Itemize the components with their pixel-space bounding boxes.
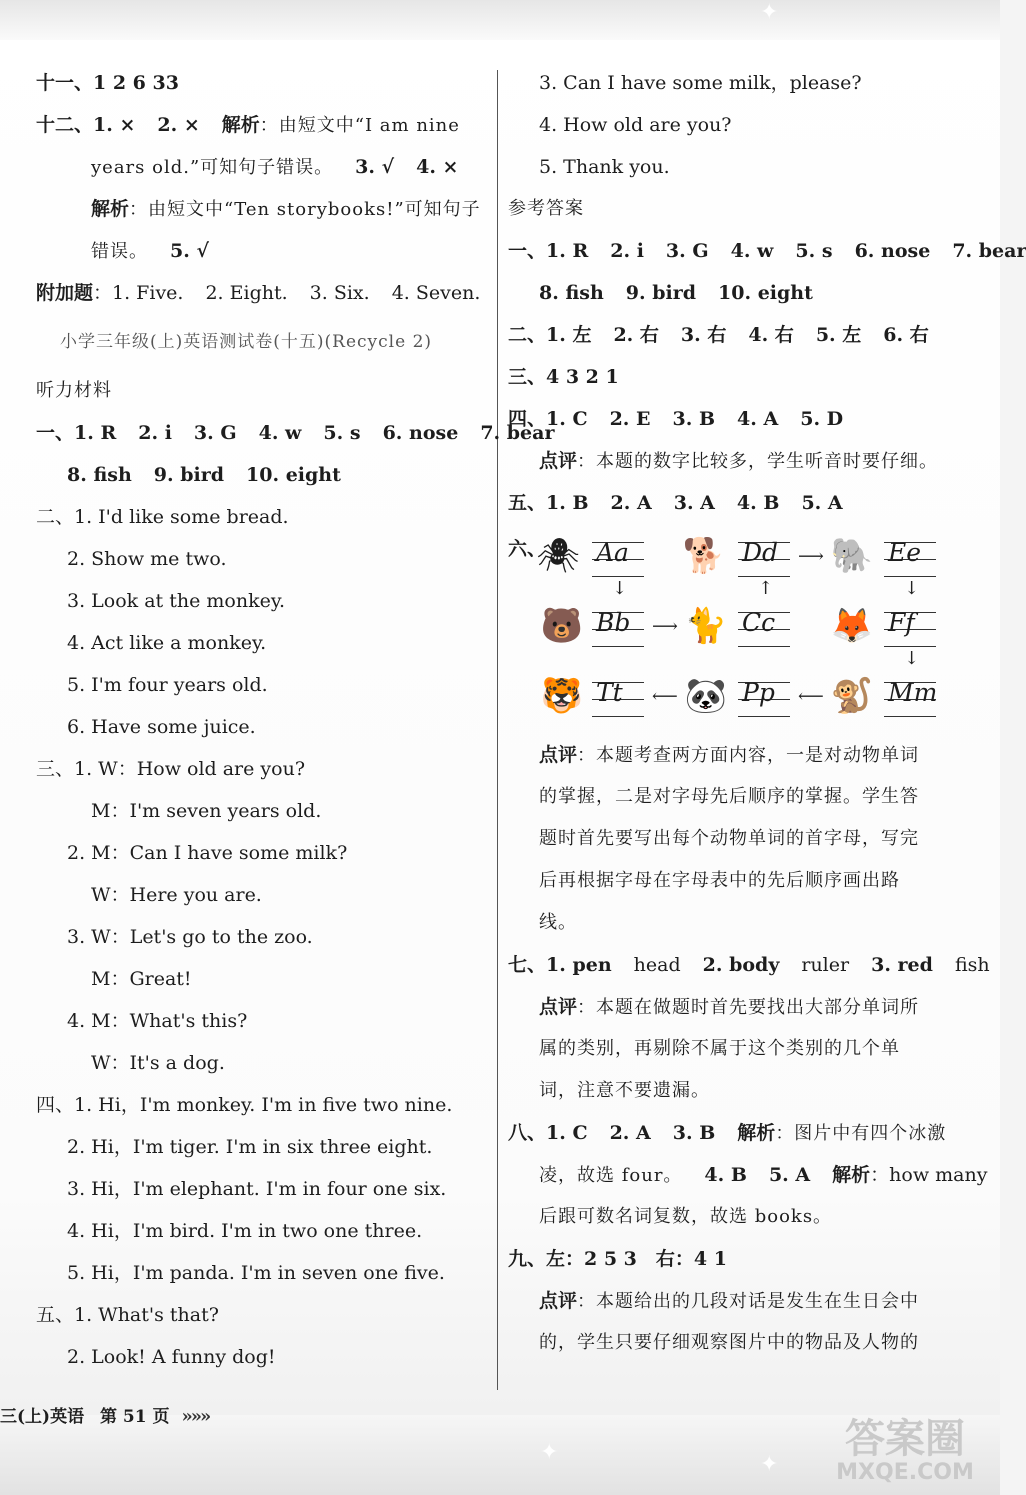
watermark-url: MXQE.COM — [836, 1460, 974, 1485]
answer-line: 九、左：2 5 3 右：4 1 — [508, 1248, 727, 1270]
dog-icon: 🐕 — [682, 536, 726, 576]
section-title: 小学三年级(上)英语测试卷(十五)(Recycle 2) — [60, 332, 433, 352]
transcript-line: 3. W：Let's go to the zoo. — [67, 926, 313, 948]
arrow-right-icon: ⟶ — [798, 546, 824, 567]
answer-line: 十一、1 2 6 33 — [36, 72, 179, 94]
transcript-line: 3. Can I have some milk，please? — [539, 72, 862, 94]
transcript-line: 4. M：What's this? — [67, 1010, 248, 1032]
answer-line: 后跟可数名词复数，故选 books。 — [539, 1206, 833, 1227]
answer-line: 十二、1. × 2. × 解析：由短文中“I am nine — [36, 114, 460, 136]
chevron-right-icon: »»» — [181, 1406, 210, 1427]
fox-icon: 🦊 — [830, 606, 874, 646]
letter-text: Cc — [742, 608, 776, 637]
transcript-line: 二、1. I'd like some bread. — [36, 506, 289, 528]
letter-route-diagram — [508, 524, 968, 734]
transcript-line: 2. M：Can I have some milk? — [67, 842, 348, 864]
answer-line: 8. fish 9. bird 10. eight — [67, 464, 341, 486]
footer-subject: 三(上)英语 — [0, 1407, 85, 1427]
sparkle-icon: ✦ — [760, 0, 779, 25]
letter-box-cc — [738, 608, 790, 646]
arrow-down-icon: ↓ — [904, 578, 920, 599]
letter-box-aa — [592, 538, 644, 576]
monkey-icon: 🐒 — [830, 676, 874, 716]
answer-line: 一、1. R 2. i 3. G 4. w 5. s 6. nose 7. bear — [36, 422, 555, 444]
letter-text: Aa — [596, 538, 629, 567]
subheading: 听力材料 — [36, 380, 112, 401]
transcript-line: W：It's a dog. — [91, 1052, 225, 1074]
comment-line: 点评：本题的数字比较多，学生听音时要仔细。 — [539, 450, 939, 472]
cat-icon: 🐈 — [684, 606, 728, 646]
transcript-line: 4. How old are you? — [539, 114, 732, 136]
comment-line: 题时首先要写出每个动物单词的首字母，写完 — [539, 828, 919, 849]
letter-box-ff — [884, 608, 936, 646]
arrow-down-icon: ↓ — [904, 648, 920, 669]
tiger-icon: 🐯 — [540, 676, 584, 716]
transcript-line: 四、1. Hi，I'm monkey. I'm in five two nine. — [36, 1094, 453, 1116]
subheading: 参考答案 — [508, 198, 584, 219]
transcript-line: 3. Hi，I'm elephant. I'm in four one six. — [67, 1178, 447, 1200]
answer-line: 错误。 5. √ — [91, 240, 209, 262]
transcript-line: 4. Act like a monkey. — [67, 632, 267, 654]
answer-line: years old.”可知句子错误。 3. √ 4. × — [91, 156, 459, 178]
comment-line: 的掌握，二是对字母先后顺序的掌握。学生答 — [539, 786, 919, 807]
arrow-left-icon: ⟵ — [798, 686, 824, 707]
comment-line: 线。 — [539, 912, 577, 933]
answer-line: 七、1. pen head 2. body ruler 3. red fish — [508, 954, 990, 976]
bear-icon: 🐻 — [540, 606, 584, 646]
letter-text: Bb — [596, 608, 631, 637]
transcript-line: W：Here you are. — [91, 884, 262, 906]
comment-line: 点评：本题在做题时首先要找出大部分单词所 — [539, 996, 920, 1018]
sparkle-icon: ✦ — [540, 1440, 559, 1465]
transcript-line: 5. Hi，I'm panda. I'm in seven one five. — [67, 1262, 445, 1284]
comment-line: 点评：本题考查两方面内容，一是对动物单词 — [539, 744, 920, 766]
answer-line: 三、4 3 2 1 — [508, 366, 619, 388]
column-divider — [497, 70, 498, 1390]
letter-box-pp — [738, 678, 790, 716]
transcript-line: 5. I'm four years old. — [67, 674, 268, 696]
letter-text: Dd — [742, 538, 779, 567]
panda-icon: 🐼 — [684, 676, 728, 716]
spider-icon: 🕷 — [536, 536, 580, 576]
transcript-line: 4. Hi，I'm bird. I'm in two one three. — [67, 1220, 423, 1242]
transcript-line: M：Great! — [91, 968, 192, 990]
answer-line: 附加题：1. Five. 2. Eight. 3. Six. 4. Seven. — [36, 282, 481, 304]
answer-line: 凌，故选 four。 4. B 5. A 解析：how many — [539, 1164, 988, 1186]
arrow-down-icon: ↓ — [612, 578, 628, 599]
answer-line: 二、1. 左 2. 右 3. 右 4. 右 5. 左 6. 右 — [508, 324, 929, 346]
transcript-line: M：I'm seven years old. — [91, 800, 322, 822]
transcript-line: 2. Hi，I'm tiger. I'm in six three eight. — [67, 1136, 433, 1158]
arrow-right-icon: ⟶ — [652, 616, 678, 637]
sparkle-icon: ✦ — [760, 1452, 779, 1477]
letter-box-bb — [592, 608, 644, 646]
transcript-line: 五、1. What's that? — [36, 1304, 219, 1326]
watermark-text: 答案圈 — [845, 1416, 965, 1462]
transcript-line: 2. Look! A funny dog! — [67, 1346, 276, 1368]
answer-line: 解析：由短文中“Ten storybooks!”可知句子 — [91, 198, 481, 220]
letter-box-dd — [738, 538, 790, 576]
transcript-line: 6. Have some juice. — [67, 716, 256, 738]
answer-line: 五、1. B 2. A 3. A 4. B 5. A — [508, 492, 843, 514]
arrow-up-icon: ↑ — [758, 578, 774, 599]
elephant-icon: 🐘 — [830, 536, 874, 576]
page-number: 第 51 页 — [100, 1407, 170, 1427]
letter-text: Ff — [888, 608, 915, 637]
transcript-line: 5. Thank you. — [539, 156, 670, 178]
watermark — [820, 1418, 990, 1486]
letter-text: Mm — [888, 678, 938, 707]
comment-line: 属的类别，再剔除不属于这个类别的几个单 — [539, 1038, 900, 1059]
letter-text: Ee — [888, 538, 922, 567]
letter-text: Pp — [742, 678, 775, 707]
comment-line: 后再根据字母在字母表中的先后顺序画出路 — [539, 870, 900, 891]
letter-box-mm — [884, 678, 938, 716]
arrow-left-icon: ⟵ — [652, 686, 678, 707]
comment-line: 词，注意不要遗漏。 — [539, 1080, 710, 1101]
letter-box-tt — [592, 678, 644, 716]
comment-line: 的，学生只要仔细观察图片中的物品及人物的 — [539, 1332, 919, 1353]
letter-text: Tt — [596, 678, 623, 707]
transcript-line: 三、1. W：How old are you? — [36, 758, 306, 780]
answer-line: 一、1. R 2. i 3. G 4. w 5. s 6. nose 7. bear — [508, 240, 1026, 262]
answer-line: 四、1. C 2. E 3. B 4. A 5. D — [508, 408, 844, 430]
letter-box-ee — [884, 538, 936, 576]
answer-line: 八、1. C 2. A 3. B 解析：图片中有四个冰激 — [508, 1122, 947, 1144]
transcript-line: 2. Show me two. — [67, 548, 227, 570]
comment-line: 点评：本题给出的几段对话是发生在生日会中 — [539, 1290, 920, 1312]
page-footer — [0, 1402, 209, 1432]
answer-line: 8. fish 9. bird 10. eight — [539, 282, 813, 304]
right-column — [508, 62, 1026, 1364]
transcript-line: 3. Look at the monkey. — [67, 590, 286, 612]
top-shade — [0, 0, 1000, 40]
task-six-label: 六、 — [508, 538, 547, 560]
